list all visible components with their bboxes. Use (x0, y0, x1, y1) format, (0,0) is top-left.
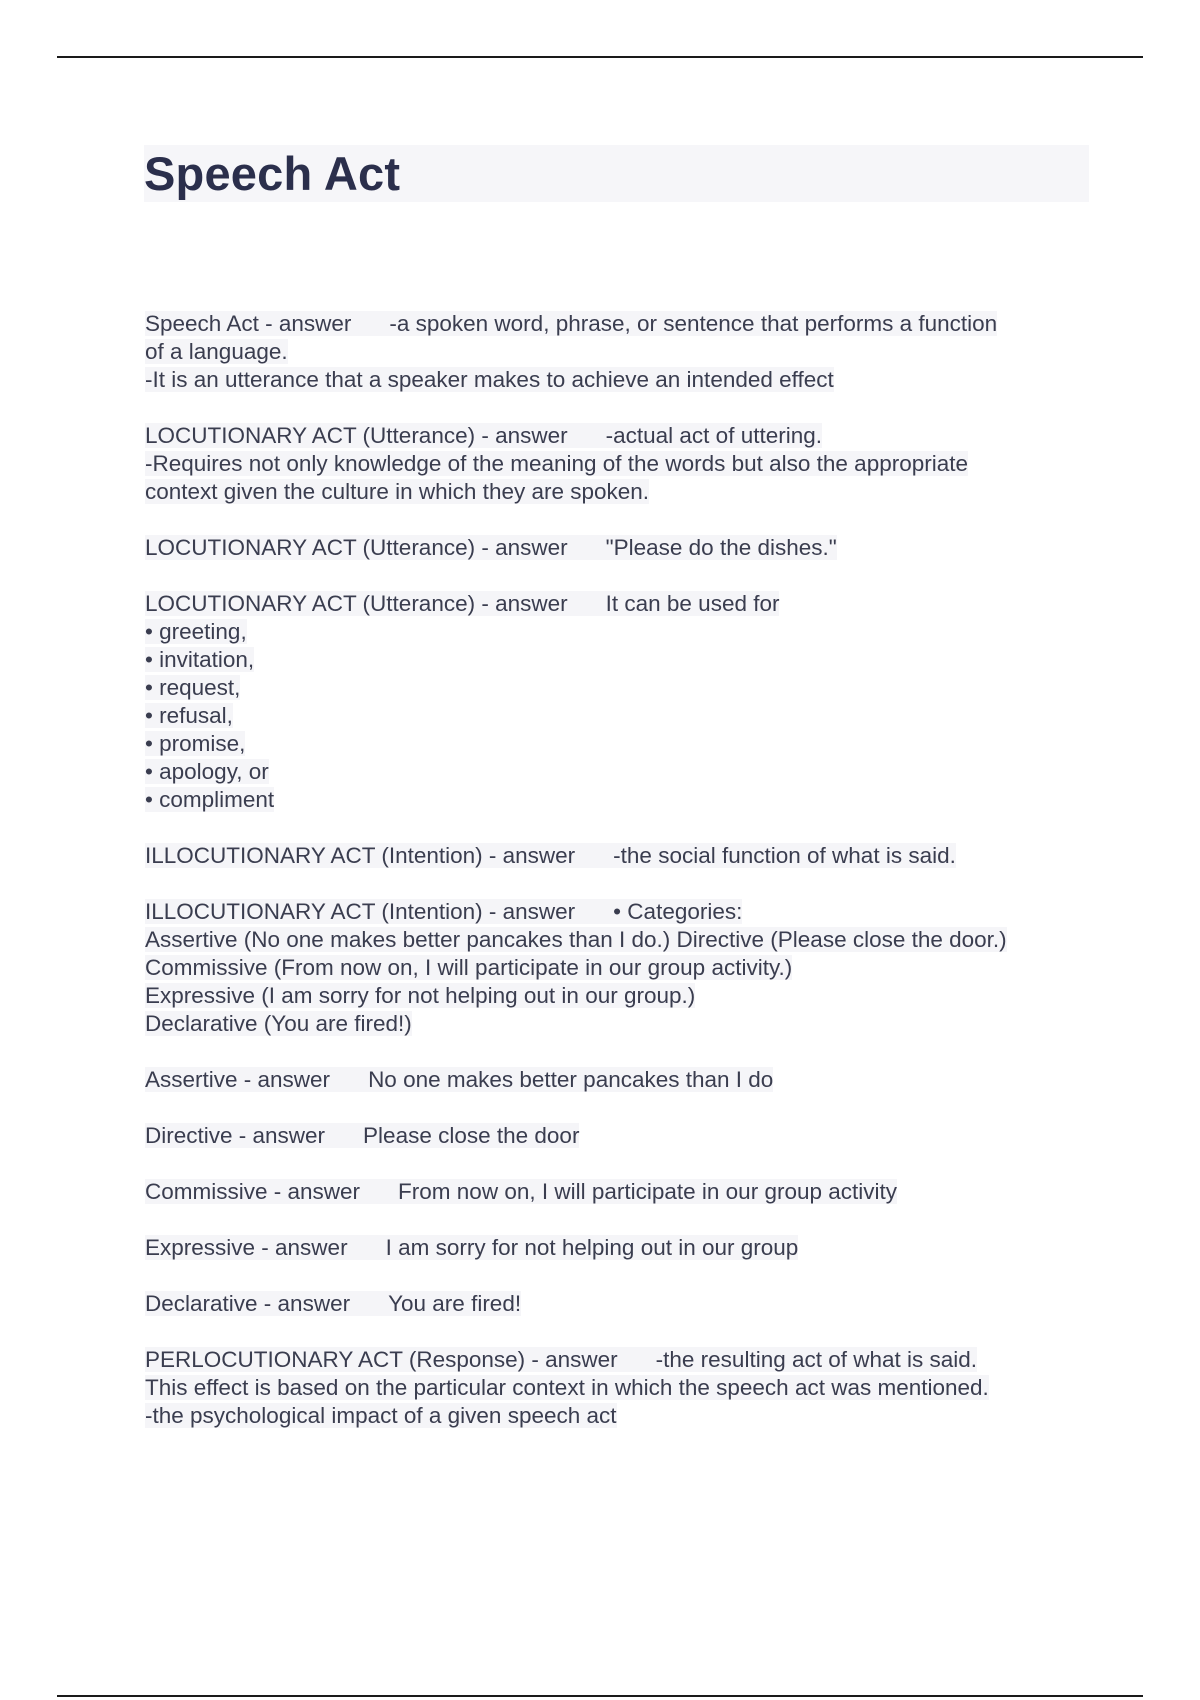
line-highlight (145, 843, 956, 868)
flashcard-definition-line (145, 1010, 1095, 1038)
page-title: Speech Act (144, 147, 401, 200)
flashcard-definition: Please close the door (363, 1123, 580, 1148)
line-highlight (145, 535, 837, 560)
flashcard-first-line (145, 898, 1095, 926)
flashcard-term: LOCUTIONARY ACT (Utterance) - answer (145, 535, 568, 560)
flashcard-first-line (145, 590, 1095, 618)
flashcard-term: Expressive - answer (145, 1235, 348, 1260)
flashcard-definition-line (145, 702, 1095, 730)
flashcard-definition: From now on, I will participate in our group activity (398, 1179, 898, 1204)
flashcard-definition-line (145, 646, 1095, 674)
flashcard-definition-line (145, 926, 1095, 954)
flashcard-definition: • Categories: (613, 899, 743, 924)
line-highlight (145, 899, 742, 924)
flashcard-definition-line (145, 730, 1095, 758)
flashcard-first-line (145, 1234, 1095, 1262)
flashcard-term: PERLOCUTIONARY ACT (Response) - answer (145, 1347, 618, 1372)
flashcard (145, 1178, 1095, 1206)
flashcard-term: ILLOCUTIONARY ACT (Intention) - answer (145, 899, 576, 924)
flashcard-definition: -a spoken word, phrase, or sentence that performs a function (389, 311, 998, 336)
top-rule (57, 56, 1143, 58)
line-highlight (145, 647, 254, 672)
flashcard (145, 590, 1095, 814)
flashcard-term: LOCUTIONARY ACT (Utterance) - answer (145, 423, 568, 448)
flashcard-definition-line (145, 786, 1095, 814)
flashcard-definition: • refusal, (145, 703, 233, 728)
flashcard-definition: -the psychological impact of a given speech act (145, 1403, 617, 1428)
flashcard-term: Declarative - answer (145, 1291, 351, 1316)
flashcard-term: Commissive - answer (145, 1179, 361, 1204)
line-highlight (145, 1179, 897, 1204)
line-highlight (145, 1067, 773, 1092)
flashcard-definition: -Requires not only knowledge of the meaning of the words but also the appropriate (145, 451, 969, 476)
line-highlight (145, 675, 240, 700)
flashcard-definition: Commissive (From now on, I will participate in our group activity.) (145, 955, 793, 980)
flashcard-definition-line (145, 338, 1095, 366)
flashcard-definition-line (145, 450, 1095, 478)
line-highlight (145, 759, 269, 784)
flashcard-definition: It can be used for (605, 591, 780, 616)
flashcard-definition: • greeting, (145, 619, 247, 644)
flashcard (145, 842, 1095, 870)
flashcard-definition: No one makes better pancakes than I do (368, 1067, 774, 1092)
flashcard-first-line (145, 1066, 1095, 1094)
line-highlight (145, 619, 247, 644)
flashcard-first-line (145, 1346, 1095, 1374)
flashcard-definition-line (145, 366, 1095, 394)
line-highlight (145, 339, 288, 364)
flashcard (145, 1234, 1095, 1262)
line-highlight (145, 927, 1007, 952)
line-highlight (145, 731, 245, 756)
flashcard-definition: • compliment (145, 787, 275, 812)
flashcard (145, 898, 1095, 1038)
line-highlight (145, 983, 695, 1008)
flashcard-first-line (145, 1122, 1095, 1150)
flashcard-definition: -the social function of what is said. (613, 843, 956, 868)
flashcard (145, 1346, 1095, 1430)
flashcard-term: Assertive - answer (145, 1067, 331, 1092)
flashcard-definition: "Please do the dishes." (605, 535, 837, 560)
flashcard-first-line (145, 842, 1095, 870)
flashcard-definition: You are fired! (388, 1291, 522, 1316)
line-highlight (145, 423, 822, 448)
flashcard-first-line (145, 310, 1095, 338)
flashcard-term: LOCUTIONARY ACT (Utterance) - answer (145, 591, 568, 616)
flashcard-definition: -actual act of uttering. (605, 423, 822, 448)
flashcard-definition-line (145, 982, 1095, 1010)
flashcard (145, 1290, 1095, 1318)
line-highlight (145, 311, 997, 336)
line-highlight (145, 955, 792, 980)
flashcard-list (145, 310, 1095, 1458)
line-highlight (145, 1291, 521, 1316)
flashcard-definition-line (145, 758, 1095, 786)
flashcard-definition-line (145, 478, 1095, 506)
flashcard-term: ILLOCUTIONARY ACT (Intention) - answer (145, 843, 576, 868)
flashcard-term: Speech Act - answer (145, 311, 352, 336)
flashcard-first-line (145, 534, 1095, 562)
flashcard-definition: Expressive (I am sorry for not helping out in our group.) (145, 983, 696, 1008)
flashcard-definition: Declarative (You are fired!) (145, 1011, 412, 1036)
flashcard-definition: -It is an utterance that a speaker makes to achieve an intended effect (145, 367, 834, 392)
flashcard-definition-line (145, 1402, 1095, 1430)
flashcard (145, 1122, 1095, 1150)
flashcard-first-line (145, 1178, 1095, 1206)
flashcard-definition: Assertive (No one makes better pancakes than I do.) Directive (Please close the door.) (145, 927, 1007, 952)
flashcard-definition: context given the culture in which they are spoken. (145, 479, 650, 504)
flashcard-definition: • promise, (145, 731, 246, 756)
line-highlight (145, 451, 968, 476)
line-highlight (145, 591, 779, 616)
flashcard (145, 534, 1095, 562)
line-highlight (145, 1403, 617, 1428)
flashcard-term: Directive - answer (145, 1123, 326, 1148)
line-highlight (145, 1375, 989, 1400)
flashcard-definition-line (145, 954, 1095, 982)
flashcard-definition: • apology, or (145, 759, 269, 784)
flashcard-definition: • invitation, (145, 647, 255, 672)
line-highlight (145, 703, 233, 728)
flashcard-definition: of a language. (145, 339, 288, 364)
bottom-rule (57, 1695, 1143, 1697)
line-highlight (145, 367, 834, 392)
line-highlight (145, 1011, 412, 1036)
flashcard (145, 422, 1095, 506)
line-highlight (145, 1235, 798, 1260)
flashcard-definition-line (145, 618, 1095, 646)
flashcard-first-line (145, 1290, 1095, 1318)
line-highlight (145, 1347, 977, 1372)
flashcard (145, 310, 1095, 394)
line-highlight (145, 479, 649, 504)
line-highlight (145, 1123, 579, 1148)
flashcard (145, 1066, 1095, 1094)
flashcard-definition: I am sorry for not helping out in our group (385, 1235, 799, 1260)
line-highlight (145, 787, 274, 812)
flashcard-definition: -the resulting act of what is said. (655, 1347, 978, 1372)
flashcard-definition-line (145, 1374, 1095, 1402)
flashcard-definition: This effect is based on the particular context in which the speech act was mentioned. (145, 1375, 989, 1400)
flashcard-definition-line (145, 674, 1095, 702)
flashcard-first-line (145, 422, 1095, 450)
flashcard-definition: • request, (145, 675, 241, 700)
